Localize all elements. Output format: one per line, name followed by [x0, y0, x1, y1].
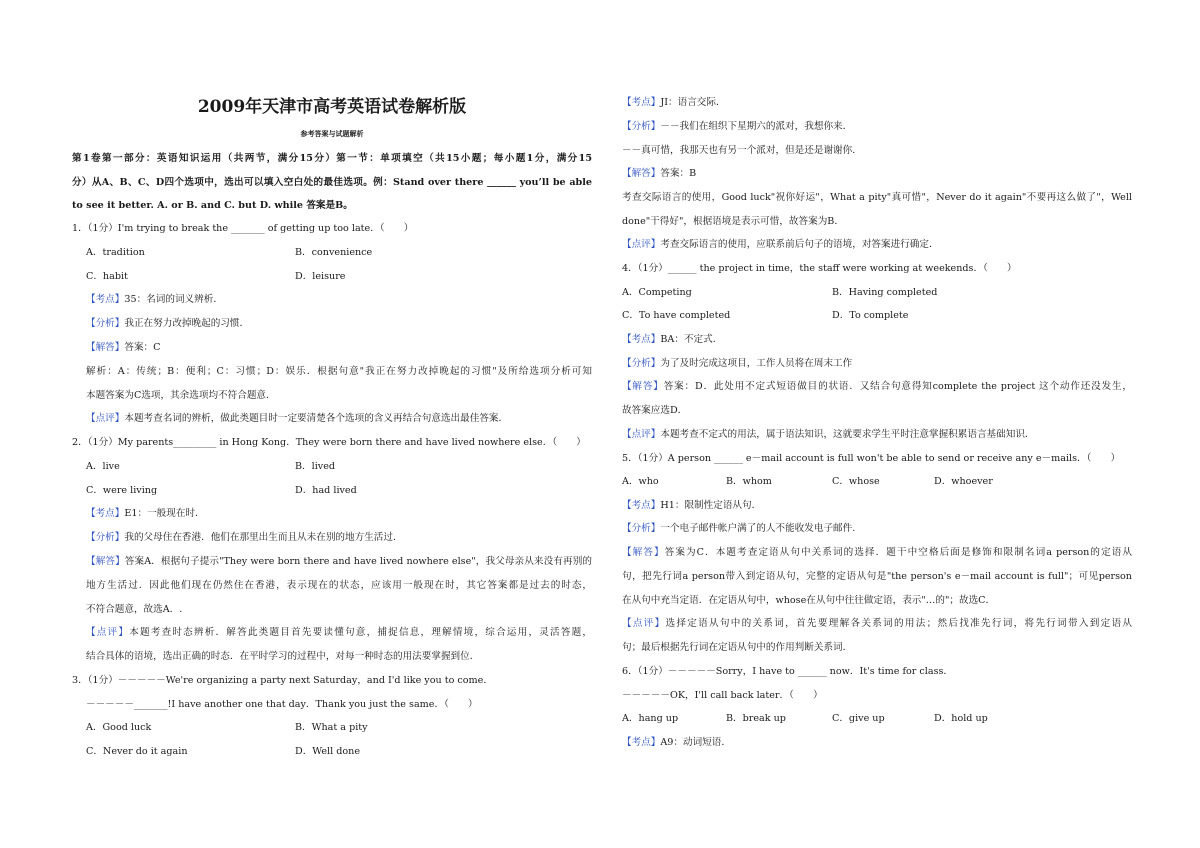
option: C．whose [832, 476, 880, 487]
dianping-text: 考查交际语言的使用，应联系前后句子的语境，对答案进行确定． [660, 239, 939, 250]
fenxi-line [622, 120, 1132, 134]
page-title: 2009年天津市高考英语试卷解析版 [197, 97, 467, 117]
option: C．give up [832, 713, 885, 724]
fenxi-text: 一个电子邮件帐户满了的人不能收发电子邮件． [660, 523, 862, 534]
fenxi-line [72, 531, 592, 545]
explain-line: done"干得好"，根据语境是表示可惜，故答案为B． [622, 216, 844, 227]
dianping-tag: 【点评】 [622, 429, 661, 440]
question-stem: －－－－－_______!I have another one that day．Thank you just the same．（ ） [86, 699, 478, 710]
question-stem: －－－－－OK，I'll call back later．（ ） [622, 690, 823, 701]
jieda-text: 答案：B [660, 168, 697, 179]
kaodian-text: A9：动词短语． [660, 737, 731, 748]
dianping-tag: 【点评】 [86, 413, 125, 424]
option: A．tradition [86, 247, 145, 258]
dianping-line [622, 617, 1132, 631]
option: B．lived [295, 461, 336, 472]
question-stem: 4．（1分）______ the project in time，the staff were working at weekends．（ ） [622, 263, 1017, 274]
option: A．Good luck [86, 722, 152, 733]
dianping-line [622, 428, 1132, 442]
question-stem: 5．（1分）A person ______ e－mail account is full won't be able to send or receive any e－mails．（ ） [622, 453, 1121, 464]
option: C．Never do it again [86, 746, 188, 757]
fenxi-tag: 【分析】 [86, 532, 125, 543]
fenxi-line: －－真可惜，我那天也有另一个派对，但是还是谢谢你． [622, 145, 862, 156]
jieda-tag: 【解答】 [86, 556, 125, 567]
kaodian-line [622, 333, 1132, 347]
fenxi-line [622, 522, 1132, 536]
kaodian-tag: 【考点】 [622, 334, 661, 345]
explain-line: 解析：A：传统；B：便利；C：习惯；D：娱乐．根据句意"我正在努力改掉晚起的习惯"及所给选项分析可知 [86, 366, 592, 377]
fenxi-tag: 【分析】 [622, 121, 661, 132]
dianping-text: 本题考查时态辨析．解答此类题目首先要读懂句意，捕捉信息，理解情境，综合运用，灵活答题， [129, 627, 592, 638]
option: A．hang up [622, 713, 679, 724]
option: D．whoever [934, 476, 993, 487]
dianping-line [72, 626, 592, 640]
fenxi-tag: 【分析】 [86, 318, 125, 329]
jieda-text: 答案：D．此处用不定式短语做目的状语．又结合句意得知complete the project 这个动作还没发生， [663, 381, 1132, 392]
option: C．were living [86, 485, 158, 496]
option: B．break up [726, 713, 786, 724]
fenxi-text: －－我们在组织下星期六的派对，我想你来． [660, 121, 853, 132]
kaodian-tag: 【考点】 [86, 508, 125, 519]
kaodian-tag: 【考点】 [622, 97, 661, 108]
kaodian-text: E1：一般现在时． [124, 508, 205, 519]
dianping-tag: 【点评】 [622, 239, 661, 250]
kaodian-tag: 【考点】 [86, 294, 125, 305]
jieda-text: 答案为C．本题考查定语从句中关系词的选择．题干中空格后面是修饰和限制名词a person的定语从 [664, 547, 1132, 558]
kaodian-line [622, 96, 1132, 110]
kaodian-tag: 【考点】 [622, 500, 661, 511]
jieda-line: 句，把先行词a person带入到定语从句，完整的定语从句是"the person's e－mail account is full"；可见person [622, 571, 1132, 582]
page-subtitle: 参考答案与试题解析 [300, 129, 364, 138]
jieda-line: 不符合题意，故选A．. [86, 604, 183, 615]
dianping-text: 本题考查不定式的用法，属于语法知识，这就要求学生平时注意掌握积累语言基础知识． [660, 429, 1035, 440]
option: D．To complete [832, 310, 909, 321]
jieda-tag: 【解答】 [622, 381, 664, 392]
option: C．habit [86, 271, 128, 282]
intro-line: 第1卷第一部分：英语知识运用（共两节，满分15分）第一节：单项填空（共15小题；每小题1分，满分15 [72, 153, 592, 164]
jieda-line [622, 546, 1132, 560]
fenxi-text: 为了及时完成这项目，工作人员将在周末工作 [660, 358, 853, 369]
dianping-tag: 【点评】 [622, 618, 666, 629]
dianping-line [72, 412, 592, 426]
option: A．Competing [622, 287, 692, 298]
fenxi-line [72, 317, 592, 331]
fenxi-tag: 【分析】 [622, 523, 661, 534]
jieda-line [72, 341, 592, 355]
kaodian-tag: 【考点】 [622, 737, 661, 748]
dianping-text: 选择定语从句中的关系词，首先要理解各关系词的用法；然后找准先行词，将先行词带入到定语从 [665, 618, 1132, 629]
dianping-line: 句；最后根据先行词在定语从句中的作用判断关系词． [622, 642, 853, 653]
option: B．Having completed [832, 287, 938, 298]
kaodian-text: 35：名词的词义辨析． [124, 294, 223, 305]
kaodian-text: H1：限制性定语从句． [660, 500, 762, 511]
jieda-tag: 【解答】 [86, 342, 125, 353]
kaodian-line [622, 736, 1132, 750]
option: D．had lived [295, 485, 357, 496]
intro-line: 分）从A、B、C、D四个选项中，选出可以填入空白处的最佳选项。例：Stand over there ______ you’ll be able [72, 177, 592, 188]
option: D．hold up [934, 713, 988, 724]
jieda-tag: 【解答】 [622, 547, 665, 558]
fenxi-text: 我的父母住在香港．他们在那里出生而且从未在别的地方生活过． [124, 532, 403, 543]
option: A．who [622, 476, 659, 487]
jieda-line [622, 380, 1132, 394]
explain-line: 考查交际语言的使用，Good luck"祝你好运"，What a pity"真可惜"，Never do it again"不要再这么做了"，Well [622, 192, 1132, 203]
jieda-line: 在从句中充当定语．在定语从句中，whose在从句中往往做定语，表示"…的"；故选C． [622, 595, 996, 606]
dianping-line [622, 238, 1132, 252]
option: B．whom [726, 476, 772, 487]
question-stem: 3．（1分）－－－－－We're organizing a party next Saturday，and I'd like you to come． [72, 675, 493, 686]
explain-line: 本题答案为C选项，其余选项均不符合题意． [86, 390, 276, 401]
kaodian-line [72, 293, 592, 307]
kaodian-line [72, 507, 592, 521]
fenxi-line [622, 357, 1132, 371]
option: D．Well done [295, 746, 361, 757]
dianping-line: 结合具体的语境，选出正确的时态．在平时学习的过程中，对每一种时态的用法要掌握到位． [86, 651, 480, 662]
fenxi-text: 我正在努力改掉晚起的习惯． [124, 318, 250, 329]
jieda-line [72, 555, 592, 569]
option: B．convenience [295, 247, 373, 258]
dianping-text: 本题考查名词的辨析，做此类题目时一定要清楚各个选项的含义再结合句意选出最佳答案． [124, 413, 509, 424]
jieda-line: 地方生活过．因此他们现在仍然住在香港，表示现在的状态，应该用一般现在时，其它答案都是过去的时态， [86, 580, 592, 591]
intro-line: to see it better. A. or B. and C. but D. while 答案是B。 [72, 200, 353, 211]
kaodian-text: BA：不定式． [660, 334, 723, 345]
option: A．live [86, 461, 120, 472]
jieda-line [622, 167, 1132, 181]
jieda-line: 故答案应选D． [622, 405, 688, 416]
jieda-text: 答案：C [124, 342, 161, 353]
kaodian-line [622, 499, 1132, 513]
fenxi-tag: 【分析】 [622, 358, 661, 369]
jieda-tag: 【解答】 [622, 168, 661, 179]
jieda-text: 答案A．根据句子提示"They were born there and have lived nowhere else"，我父母亲从来没有再别的 [124, 556, 592, 567]
option: C．To have completed [622, 310, 731, 321]
kaodian-text: JI：语言交际． [660, 97, 726, 108]
dianping-tag: 【点评】 [86, 627, 130, 638]
question-stem: 6．（1分）－－－－－Sorry，I have to ______ now．It's time for class． [622, 666, 954, 677]
question-stem: 2．（1分）My parents_________ in Hong Kong．They were born there and have lived nowhere else．（ ） [72, 437, 586, 448]
option: D．leisure [295, 271, 346, 282]
question-stem: 1．（1分）I'm trying to break the _______ of getting up too late．（ ） [72, 223, 414, 234]
option: B．What a pity [295, 722, 368, 733]
